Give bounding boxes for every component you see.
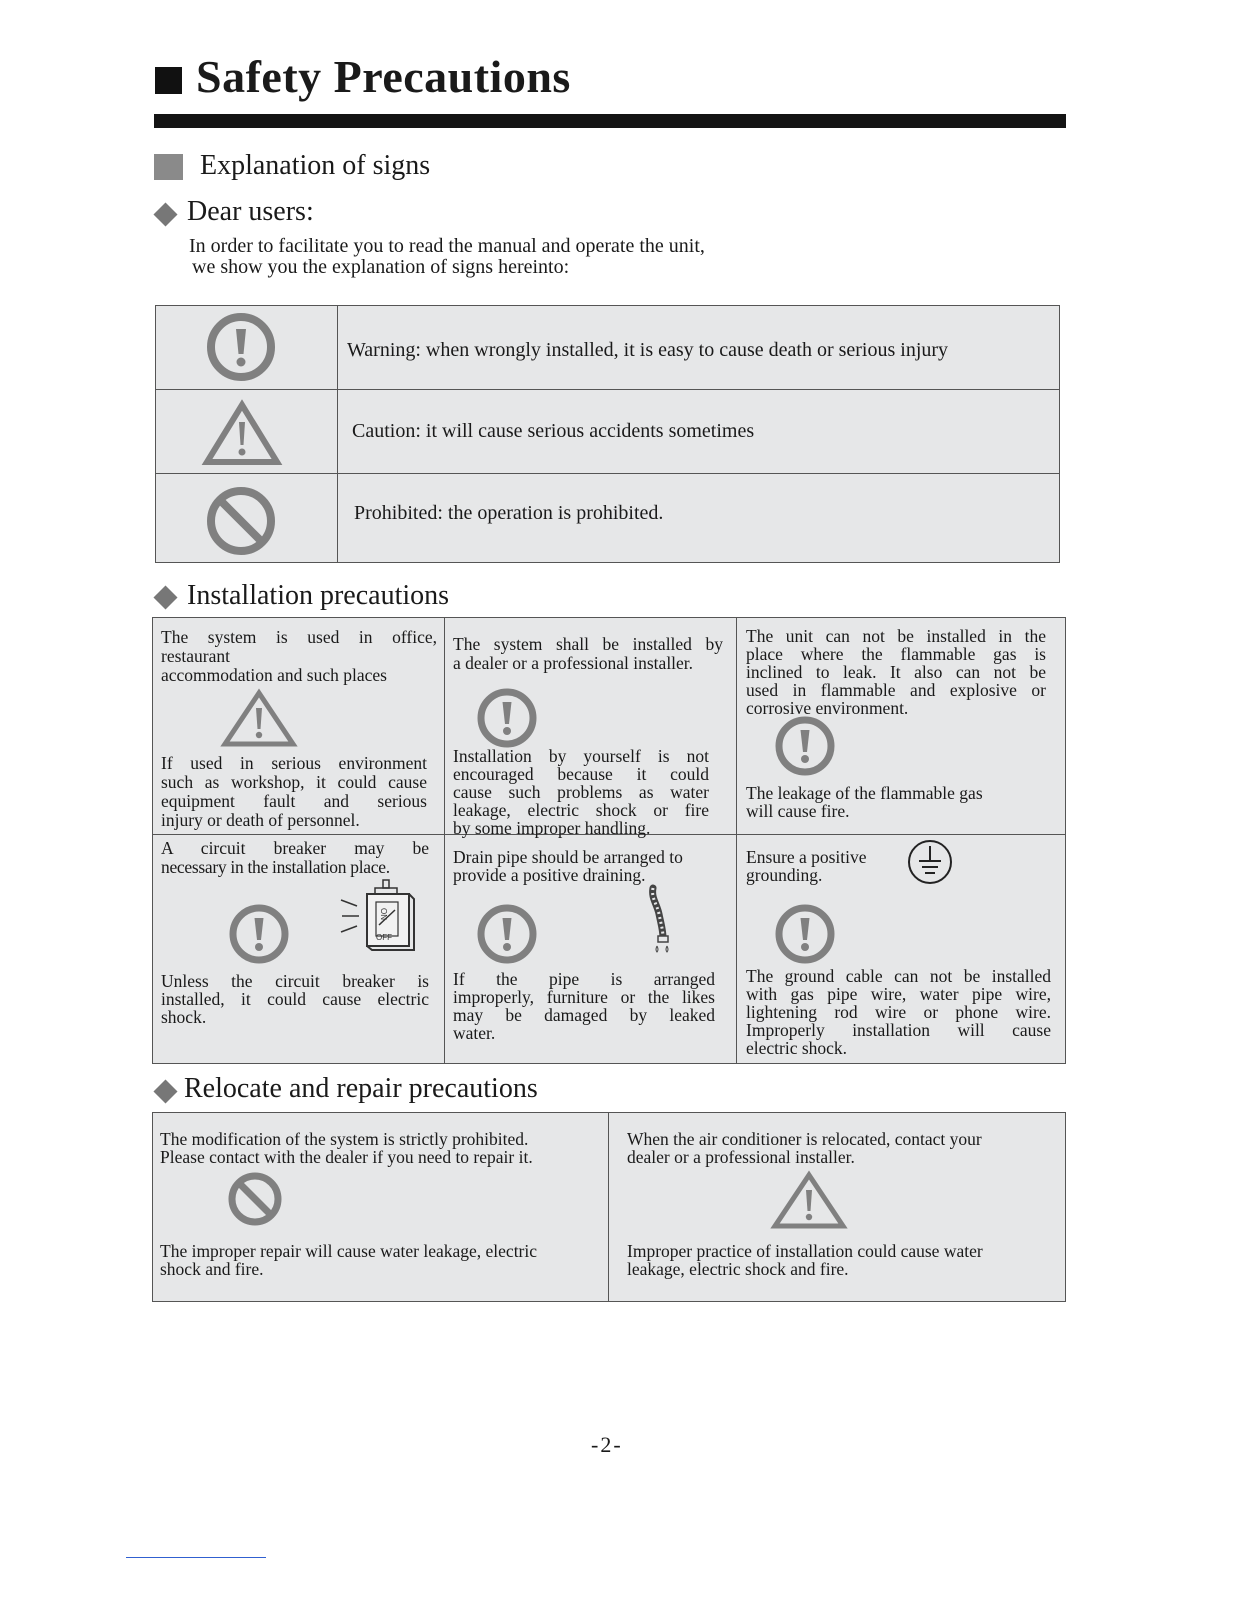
intro-line-1: In order to facilitate you to read the manual and operate the unit,: [189, 235, 705, 257]
install-cell-3-top-line-3: inclined to leak. It also can not be: [746, 662, 1046, 682]
dear-users-heading: Dear users:: [187, 196, 314, 227]
install-cell-3-bottom-line-2: will cause fire.: [746, 801, 850, 821]
install-cell-6-top-line-2: grounding.: [746, 865, 823, 885]
sign-text-prohibited: Prohibited: the operation is prohibited.: [354, 502, 664, 524]
installation-precautions-table: [152, 617, 1066, 1064]
install-cell-1-bottom-line-4: injury or death of personnel.: [161, 810, 360, 830]
installation-heading: Installation precautions: [187, 580, 450, 611]
relocate-cell-2-top-line-2: dealer or a professional installer.: [627, 1147, 855, 1167]
install-cell-1-bottom-line-2: such as workshop, it could cause: [161, 772, 427, 792]
sign-text-caution: Caution: it will cause serious accidents sometimes: [352, 420, 755, 442]
sign-row-warning: [156, 306, 1059, 390]
sign-icon-cell: [156, 474, 338, 562]
title-divider: [154, 114, 1066, 128]
install-cell-5-bottom-line-1: If the pipe is arranged: [453, 969, 715, 989]
relocate-cell-2-bottom-line-2: leakage, electric shock and fire.: [627, 1259, 849, 1279]
page-title: Safety Precautions: [196, 51, 571, 102]
install-cell-3-top-line-1: The unit can not be installed in the: [746, 626, 1046, 646]
warning-circle-icon: [773, 906, 837, 966]
install-cell-6-bottom-line-3: lightening rod wire or phone wire.: [746, 1002, 1051, 1022]
circuit-breaker-icon: [339, 880, 419, 952]
install-cell-6-top-line-1: Ensure a positive: [746, 847, 867, 867]
install-cell-4-top-line-1: A circuit breaker may be: [161, 838, 429, 858]
warning-circle-icon: [773, 718, 837, 778]
install-cell-6-bottom-line-5: electric shock.: [746, 1038, 848, 1058]
prohibited-icon: [205, 486, 285, 556]
install-cell-1-bottom-line-3: equipment fault and serious: [161, 791, 427, 811]
relocate-cell-1-bottom-line-2: shock and fire.: [160, 1259, 264, 1279]
install-cell-1-bottom-line-1: If used in serious environment: [161, 753, 427, 773]
relocate-cell-1-bottom-line-1: The improper repair will cause water leakage, electric: [160, 1241, 538, 1261]
diamond-bullet-icon: [153, 202, 177, 226]
install-cell-1-top-line-3: accommodation and such places: [161, 665, 387, 685]
relocate-precautions-table: [152, 1112, 1066, 1302]
relocate-cell-2-bottom-line-1: Improper practice of installation could cause water: [627, 1241, 983, 1261]
sign-row-caution: [156, 390, 1059, 474]
sign-icon-cell: [156, 390, 338, 473]
install-cell-2-bottom-line-5: by some improper handling.: [453, 818, 651, 838]
install-cell-4-bottom-line-2: installed, it could cause electric: [161, 989, 429, 1009]
caution-triangle-icon: [205, 400, 285, 470]
relocate-cell-2-top-line-1: When the air conditioner is relocated, contact your: [627, 1129, 982, 1149]
warning-circle-icon: [205, 314, 285, 384]
install-cell-3-top-line-2: place where the flammable gas is: [746, 644, 1046, 664]
install-cell-3-top-line-4: used in flammable and explosive or: [746, 680, 1046, 700]
sign-text-warning: Warning: when wrongly installed, it is easy to cause death or serious injury: [347, 339, 949, 361]
install-cell-6-bottom-line-4: Improperly installation will cause: [746, 1020, 1051, 1040]
install-cell-5-bottom-line-3: may be damaged by leaked: [453, 1005, 715, 1025]
diamond-bullet-icon: [153, 585, 177, 609]
install-cell-6-bottom-line-2: with gas pipe wire, water pipe wire,: [746, 984, 1051, 1004]
install-cell-2-top-line-1: The system shall be installed by: [453, 634, 723, 654]
breaker-on-label: ON: [379, 908, 388, 920]
breaker-off-label: OFF: [376, 933, 392, 942]
install-cell-2-top-line-2: a dealer or a professional installer.: [453, 653, 694, 673]
install-cell-4-bottom-line-1: Unless the circuit breaker is: [161, 971, 429, 991]
relocate-cell-1-top-line-1: The modification of the system is strictly prohibited.: [160, 1129, 529, 1149]
warning-circle-icon: [475, 690, 539, 750]
install-cell-2-bottom-line-1: Installation by yourself is not: [453, 746, 709, 766]
install-cell-5-top-line-1: Drain pipe should be arranged to: [453, 847, 683, 867]
diamond-bullet-icon: [153, 1079, 177, 1103]
sign-icon-cell: [156, 306, 338, 389]
relocate-heading: Relocate and repair precautions: [184, 1073, 538, 1104]
install-cell-5-bottom-line-4: water.: [453, 1023, 496, 1043]
title-square-icon: [155, 67, 182, 94]
install-cell-4-top-line-2: necessary in the installation place.: [161, 857, 390, 877]
install-cell-5-top-line-2: provide a positive draining.: [453, 865, 646, 885]
section-square-icon: [154, 154, 183, 180]
footer-line: [126, 1557, 266, 1558]
install-cell-2-bottom-line-4: leakage, electric shock or fire: [453, 800, 709, 820]
install-cell-3-bottom-line-1: The leakage of the flammable gas: [746, 783, 983, 803]
signs-table: [155, 305, 1060, 563]
install-cell-1-top-line-2: restaurant: [161, 646, 230, 666]
warning-circle-icon: [475, 906, 539, 966]
ground-icon: [905, 838, 955, 886]
install-cell-3-top-line-5: corrosive environment.: [746, 698, 909, 718]
relocate-cell-1-top-line-2: Please contact with the dealer if you need to repair it.: [160, 1147, 533, 1167]
prohibited-icon: [227, 1173, 287, 1229]
explanation-heading: Explanation of signs: [200, 150, 431, 181]
intro-line-2: we show you the explanation of signs hereinto:: [192, 256, 570, 278]
drain-pipe-icon: [643, 886, 683, 956]
install-cell-1-top-line-1: The system is used in office,: [161, 627, 437, 647]
install-cell-2-bottom-line-3: cause such problems as water: [453, 782, 709, 802]
caution-triangle-icon: [223, 689, 299, 749]
install-cell-2-bottom-line-2: encouraged because it could: [453, 764, 709, 784]
caution-triangle-icon: [773, 1171, 849, 1231]
page-number: -2-: [591, 1432, 623, 1457]
install-cell-6-bottom-line-1: The ground cable can not be installed: [746, 966, 1051, 986]
install-cell-4-bottom-line-3: shock.: [161, 1007, 207, 1027]
sign-row-prohibited: [156, 474, 1059, 562]
warning-circle-icon: [227, 906, 291, 966]
install-cell-5-bottom-line-2: improperly, furniture or the likes: [453, 987, 715, 1007]
